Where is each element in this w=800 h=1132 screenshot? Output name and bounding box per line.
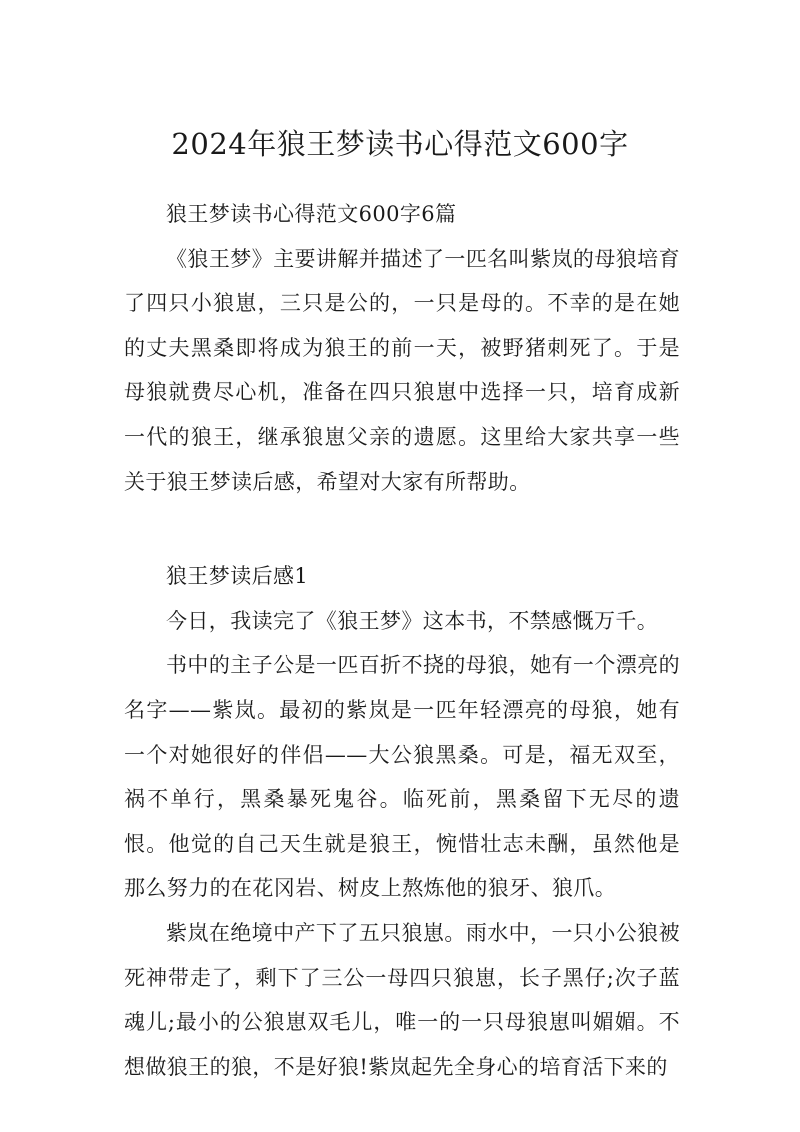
section-heading: 狼王梦读后感1 — [166, 564, 309, 589]
body-paragraph-3: 紫岚在绝境中产下了五只狼崽。雨水中，一只小公狼被死神带走了，剩下了三公一母四只狼崽，长子黑仔;次子蓝魂儿;最小的公狼崽双毛儿，唯一的一只母狼崽叫媚媚。不想做狼王的狼，不是好狼!紫岚起先全身心的培育活下来的 — [124, 920, 680, 1079]
body-paragraph-2: 书中的主子公是一匹百折不挠的母狼，她有一个漂亮的名字——紫岚。最初的紫岚是一匹年轻漂亮的母狼，她有一个对她很好的伴侣——大公狼黑桑。可是，福无双至，祸不单行，黑桑暴死鬼谷。临死前，黑桑留下无尽的遗恨。他觉的自己天生就是狼王，惋惜壮志未酬，虽然他是那么努力的在花冈岩、树皮上熬炼他的狼牙、狼爪。 — [124, 653, 680, 901]
document-body — [124, 192, 680, 1089]
paragraph-gap — [124, 504, 680, 554]
document-title: 2024年狼王梦读书心得范文600字 — [171, 127, 629, 161]
body-paragraph-1: 今日，我读完了《狼王梦》这本书，不禁感慨万千。 — [166, 608, 659, 633]
intro-heading: 狼王梦读书心得范文600字6篇 — [166, 202, 457, 226]
intro-paragraph: 《狼王梦》主要讲解并描述了一匹名叫紫岚的母狼培育了四只小狼崽，三只是公的，一只是母的。不幸的是在她的丈夫黑桑即将成为狼王的前一天，被野猪刺死了。于是母狼就费尽心机，准备在四只狼崽中选择一只，培育成新一代的狼王，继承狼崽父亲的遗愿。这里给大家共享一些关于狼王梦读后感，希望对大家有所帮助。 — [124, 246, 680, 494]
